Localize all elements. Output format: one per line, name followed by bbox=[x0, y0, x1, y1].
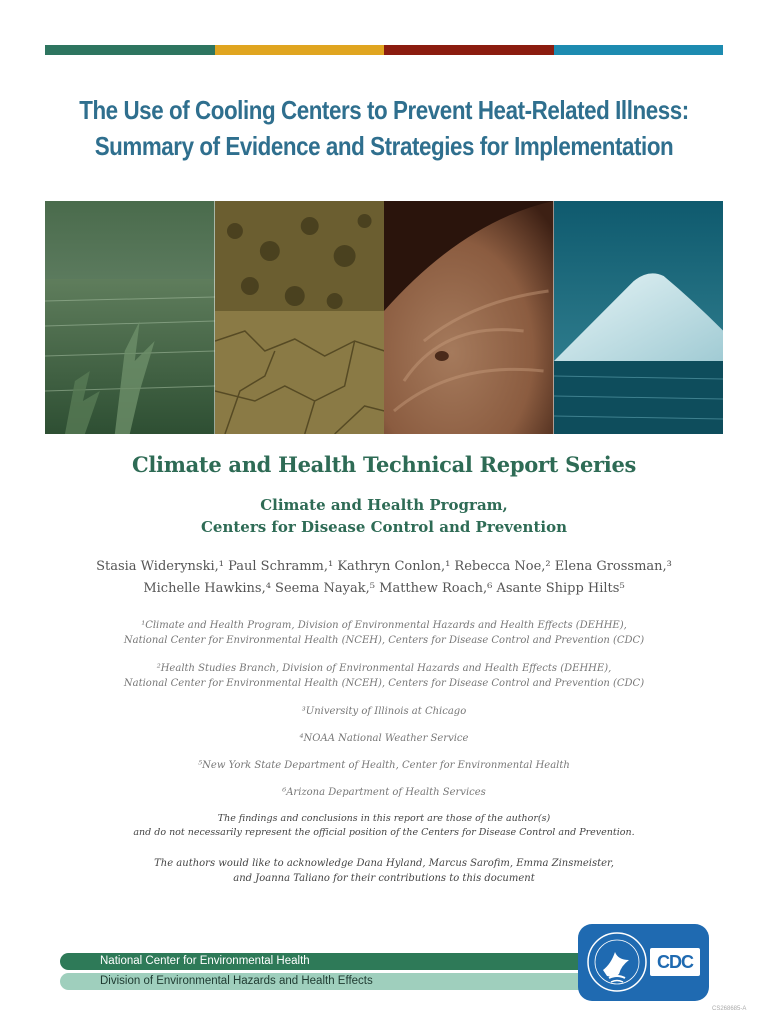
affiliation-1-line2: National Center for Environmental Health (NCEH), Centers for Disease Control and Prevention (CDC) bbox=[123, 635, 645, 646]
disclaimer-line2: and do not necessarily represent the official position of the Centers for Disease Control and Prevention. bbox=[133, 827, 635, 838]
cdc-logo bbox=[578, 924, 709, 1001]
affiliation-6-text: ⁶Arizona Department of Health Services bbox=[282, 787, 486, 798]
affiliation-2-line2: National Center for Environmental Health (NCEH), Centers for Disease Control and Prevention (CDC) bbox=[123, 678, 645, 689]
affiliation-5 bbox=[20, 758, 748, 773]
hhs-eagle-seal-icon bbox=[585, 930, 649, 994]
program-name bbox=[0, 494, 768, 538]
disclaimer bbox=[20, 812, 748, 840]
footer-center-name: National Center for Environmental Health bbox=[60, 953, 620, 970]
affiliation-5-text: ⁵New York State Department of Health, Center for Environmental Health bbox=[198, 760, 570, 771]
color-stripe-bar bbox=[45, 45, 723, 55]
authors-line2: Michelle Hawkins,⁴ Seema Nayak,⁵ Matthew Roach,⁶ Asante Shipp Hilts⁵ bbox=[143, 581, 625, 596]
program-line1: Climate and Health Program, bbox=[260, 496, 508, 514]
report-title-line2: Summary of Evidence and Strategies for Implementation bbox=[94, 131, 674, 161]
affiliation-3 bbox=[20, 704, 748, 719]
affiliation-4-text: ⁴NOAA National Weather Service bbox=[299, 733, 469, 744]
iceberg-photo bbox=[554, 201, 724, 434]
footer-division-name: Division of Environmental Hazards and Health Effects bbox=[60, 973, 620, 990]
acknowledgment-line2: and Joanna Taliano for their contributions to this document bbox=[233, 873, 535, 884]
stripe-red bbox=[384, 45, 554, 55]
disclaimer-line1: The findings and conclusions in this report are those of the author(s) bbox=[217, 813, 551, 824]
report-title bbox=[71, 92, 697, 164]
program-line2: Centers for Disease Control and Prevention bbox=[200, 518, 567, 536]
affiliation-6 bbox=[20, 785, 748, 800]
series-title: Climate and Health Technical Report Series bbox=[131, 452, 637, 477]
affiliation-2-line1: ²Health Studies Branch, Division of Environmental Hazards and Health Effects (DEHHE), bbox=[156, 663, 612, 674]
affiliation-3-text: ³University of Illinois at Chicago bbox=[301, 706, 467, 717]
hurricane-photo bbox=[384, 201, 554, 434]
stripe-gold bbox=[215, 45, 385, 55]
stripe-green bbox=[45, 45, 215, 55]
author-list bbox=[20, 556, 748, 600]
document-id: CS268685-A bbox=[712, 1006, 747, 1012]
authors-line1: Stasia Widerynski,¹ Paul Schramm,¹ Kathryn Conlon,¹ Rebecca Noe,² Elena Grossman,³ bbox=[96, 559, 672, 574]
stripe-blue bbox=[554, 45, 724, 55]
acknowledgment bbox=[20, 856, 748, 886]
affiliation-2 bbox=[20, 661, 748, 691]
affiliation-4 bbox=[20, 731, 748, 746]
report-title-line1: The Use of Cooling Centers to Prevent Heat-Related Illness: bbox=[79, 95, 689, 125]
affiliation-1-line1: ¹Climate and Health Program, Division of Environmental Hazards and Health Effects (DEHHE), bbox=[141, 620, 627, 631]
affiliation-1 bbox=[20, 618, 748, 648]
photo-strip bbox=[45, 201, 723, 434]
cracked-earth-photo bbox=[215, 201, 385, 434]
acknowledgment-line1: The authors would like to acknowledge Dana Hyland, Marcus Sarofim, Emma Zinsmeister, bbox=[154, 858, 614, 869]
cdc-wordmark: CDC bbox=[650, 948, 700, 976]
crop-field-photo bbox=[45, 201, 215, 434]
